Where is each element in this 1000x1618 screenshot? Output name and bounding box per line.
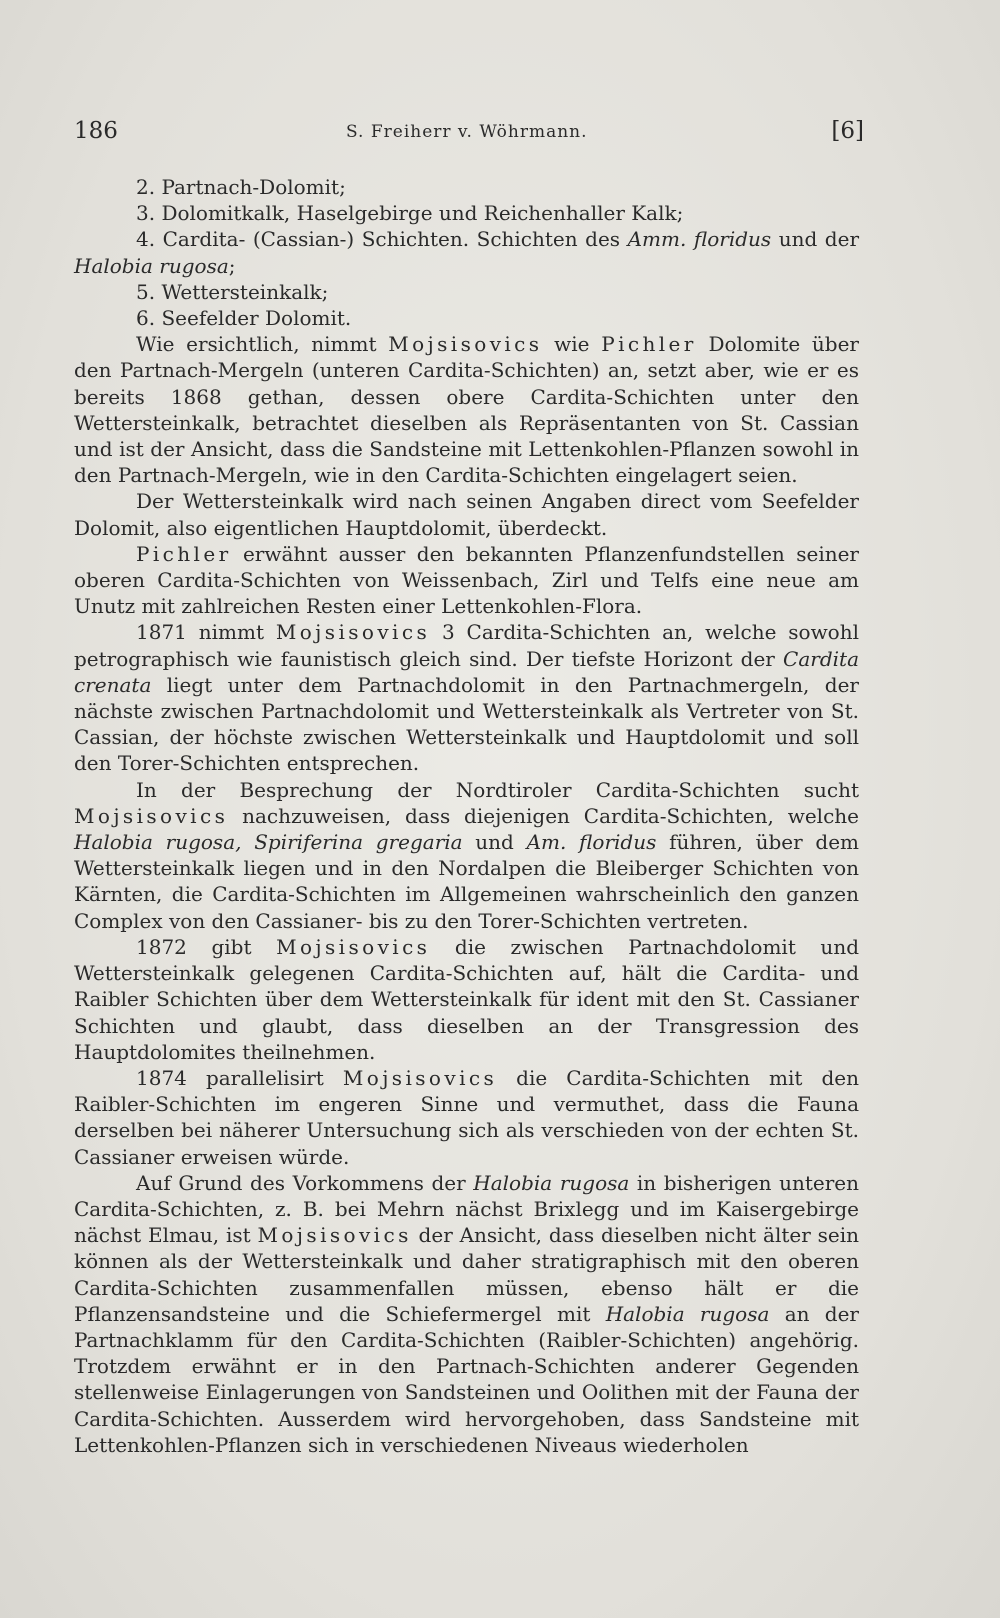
paragraph: In der Besprechung der Nordtiroler Cardita-Schichten sucht Mojsisovics nachzuweisen, dass diejenigen Cardita-Schichten, welche Halobia rugosa, Spiriferina gregaria und Am. floridus führen, über dem Wettersteinkalk liegen und in den Nordalpen die Bleiberger Schichten von Kärnten, die Cardita-Schichten im Allgemeinen wahrscheinlich den ganzen Complex von den Cassianer- bis zu den Torer-Schichten vertreten.	[74, 777, 859, 933]
list-item: 2. Partnach-Dolomit;	[136, 175, 346, 199]
paragraph: 1871 nimmt Mojsisovics 3 Cardita-Schichten an, welche sowohl petrographisch wie faunistisch gleich sind. Der tiefste Horizont der Cardita crenata liegt unter dem Partnachdolomit in den Partnachmergeln, der nächste zwischen Partnachdolomit und Wettersteinkalk als Vertreter von St. Cassian, der höchste zwischen Wettersteinkalk und Hauptdolomit und soll den Torer-Schichten entsprechen.	[74, 620, 860, 776]
author-name: Pichler	[136, 541, 232, 566]
paragraph: Wie ersichtlich, nimmt Mojsisovics wie Pichler Dolomite über den Partnach-Mergeln (unteren Cardita-Schichten) an, setzt aber, wie er es bereits 1868 gethan, dessen obere Cardita-Schichten unter den Wettersteinkalk, betrachtet dieselben als Repräsentanten von St. Cassian und ist der Ansicht, dass die Sandsteine mit Lettenkohlen-Pflanzen sowohl in den Partnach-Mergeln, wie in den Cardita-Schichten eingelagert seien.	[74, 332, 859, 488]
paragraph: Pichler erwähnt ausser den bekannten Pflanzenfundstellen seiner oberen Cardita-Schichten von Weissenbach, Zirl und Telfs eine neue am Unutz mit zahlreichen Resten einer Lettenkohlen-Flora.	[74, 541, 859, 619]
paragraph: 1874 parallelisirt Mojsisovics die Cardita-Schichten mit den Raibler-Schichten im engeren Sinne und vermuthet, dass die Fauna derselben bei näherer Untersuchung sich als verschieden von der echten St. Cassianer erweisen würde.	[74, 1065, 859, 1169]
list-item: 3. Dolomitkalk, Haselgebirge und Reichenhaller Kalk;	[136, 201, 684, 226]
paragraph: Der Wettersteinkalk wird nach seinen Angaben direct vom Seefelder Dolomit, also eigentlichen Hauptdolomit, überdeckt.	[74, 489, 859, 540]
running-title: S. Freiherr v. Wöhrmann.	[346, 122, 588, 142]
author-name: Mojsisovics	[342, 1065, 498, 1090]
page-header	[74, 118, 864, 158]
list-item: 6. Seefelder Dolomit.	[136, 306, 352, 331]
author-name: Mojsisovics	[74, 803, 229, 828]
author-name: Pichler	[601, 332, 697, 357]
author-name: Mojsisovics	[388, 332, 543, 357]
author-name: Mojsisovics	[257, 1223, 412, 1248]
list-item: 4. Cardita- (Cassian-) Schichten. Schichten des Amm. floridus und der Halobia rugosa;	[74, 227, 860, 278]
author-name: Mojsisovics	[276, 934, 431, 959]
paragraph: 1872 gibt Mojsisovics die zwischen Partnachdolomit und Wettersteinkalk gelegenen Cardita-Schichten auf, hält die Cardita- und Raibler Schichten über dem Wettersteinkalk für ident mit den St. Cassianer Schichten und glaubt, dass dieselben an der Transgression des Hauptdolomites theilnehmen.	[74, 934, 859, 1064]
section-number: [6]	[831, 118, 864, 144]
body-text	[74, 174, 859, 1458]
author-name: Mojsisovics	[275, 620, 431, 645]
paragraph: Auf Grund des Vorkommens der Halobia rugosa in bisherigen unteren Cardita-Schichten, z. B. bei Mehrn nächst Brixlegg und im Kaisergebirge nächst Elmau, ist Mojsisovics der Ansicht, dass dieselben nicht älter sein können als der Wettersteinkalk und daher stratigraphisch mit den oberen Cardita-Schichten zusammenfallen müssen, ebenso hält er die Pflanzensandsteine und die Schiefermergel mit Halobia rugosa an der Partnachklamm für den Cardita-Schichten (Raibler-Schichten) angehörig. Trotzdem erwähnt er in den Partnach-Schichten anderer Gegenden stellenweise Einlagerungen von Sandsteinen und Oolithen mit der Fauna der Cardita-Schichten. Ausserdem wird hervorgehoben, dass Sandsteine mit Lettenkohlen-Pflanzen sich in verschiedenen Niveaus wiederholen	[74, 1170, 859, 1457]
list-item: 5. Wettersteinkalk;	[136, 279, 329, 304]
page-number: 186	[74, 118, 118, 144]
